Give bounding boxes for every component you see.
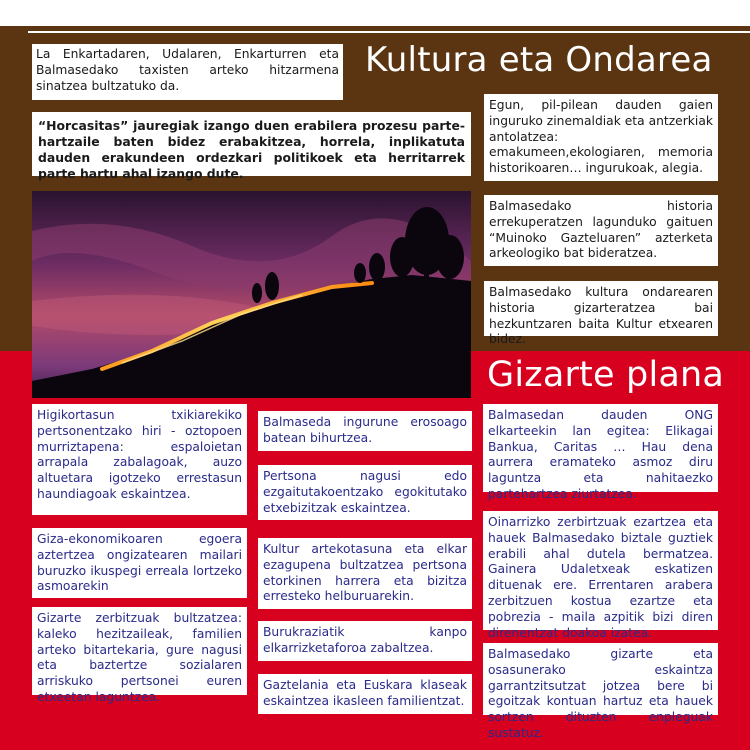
social-col3-item-3 (483, 643, 718, 740)
culture-intro-text: La Enkartadaren, Udalaren, Enkarturren eta Balmasedako taxisten arteko hitzarmena sinatzea bultzatuko da. (36, 47, 339, 93)
top-white-strip (0, 0, 750, 26)
social-col2-item-3 (258, 538, 472, 609)
culture-item-2-text: Balmasedako historia errekuperatzen lagunduko gaituen “Muinoko Gazteluaren” azterketa arkeologiko bat bideratzea. (489, 199, 713, 261)
social-col2-item-3-text: Kultur artekotasuna eta elkar ezagupena bultzatzea pertsona etorkinen harrera eta bizitza erresteko helburuarekin. (263, 542, 467, 604)
culture-title: Kultura eta Ondarea (365, 40, 713, 80)
top-divider (28, 31, 750, 33)
social-title: Gizarte plana (487, 355, 725, 395)
culture-highlight-box (32, 112, 471, 181)
social-col1-item-3 (32, 607, 247, 704)
social-col1-item-2 (32, 528, 247, 598)
social-col1-item-2-text: Giza-ekonomikoaren egoera aztertzea ongizatearen mailari buruzko ikuspegi erreala lortzeko asmoarekin (37, 532, 242, 594)
social-col2-item-4-text: Burukraziatik kanpo elkarrizketaforoa zabaltzea. (263, 625, 467, 655)
social-col1-item-3-text: Gizarte zerbitzuak bultzatzea: kaleko hezitzaileak, familien arteko bitartekaria, gure nagusi eta baztertze sozialaren arriskuko pertsonei euren etxeetan laguntzea. (37, 611, 242, 704)
social-col1-item-1-text: Higikortasun txikiarekiko pertsonentzako hiri - oztopoen murriztapena: espaloietan arrapala zabalagoak, auzo altuetara igotzeko errestasun haundiagoak eskaintzea. (37, 408, 242, 501)
social-col3-item-1-text: Balmasedan dauden ONG elkarteekin lan egitea: Elikagai Bankua, Caritas … Hau dena aurrera eramateko asmoz diru laguntza eta nahitaezko partehartzea ziurtatzea. (488, 408, 713, 501)
social-col3-item-3-text: Balmasedako gizarte eta osasunerako eskaintza garrantzitsutzat jotzea bere bi egoitzak kontuan hartuz eta hauek sortzen dituzten enpleguak sustatuz. (488, 647, 713, 740)
social-col1-item-1 (32, 404, 247, 515)
culture-item-3 (484, 281, 718, 347)
social-col2-item-4 (258, 621, 472, 661)
culture-intro-box (32, 44, 343, 100)
social-col2-item-1 (258, 411, 472, 451)
culture-item-1-text: Egun, pil-pilean dauden gaien inguruko zinemaldiak eta antzerkiak antolatzea: emakumeen,ekologiaren, memoria historikoaren… ingurukoak, alegia. (489, 98, 713, 176)
social-col3-item-2 (483, 511, 718, 640)
social-col2-item-2 (258, 465, 472, 520)
culture-highlight-text: “Horcasitas” jauregiak izango duen erabilera prozesu parte-hartzaile baten bidez erabakitzea, horrela, inplikatuta dauden erakundeen ordezkari politikoek eta herritarrek parte hartu ahal izango dute. (38, 118, 465, 181)
hillside-fire-photo (32, 191, 471, 398)
culture-item-1 (484, 94, 718, 181)
social-col2-item-5-text: Gaztelania eta Euskara klaseak eskaintzea ikasleen familientzat. (263, 678, 467, 708)
social-col2-item-1-text: Balmaseda ingurune erosoago batean bihurtzea. (263, 415, 467, 445)
social-col2-item-2-text: Pertsona nagusi edo ezgaitutakoentzako egokitutako etxebizitzak eskaintzea. (263, 469, 467, 515)
hillside-fire-landscape-icon (32, 191, 471, 398)
social-col3-item-1 (483, 404, 718, 501)
social-col2-item-5 (258, 674, 472, 714)
culture-item-3-text: Balmasedako kultura ondarearen historia gizarteratzea bai hezkuntzaren baita Kultur etxearen bidez. (489, 285, 713, 347)
social-col3-item-2-text: Oinarrizko zerbirtzuak ezartzea eta hauek Balmasedako biztale guztiek erabili ahal dutela bermatzea. Gainera Udaletxeak eskatizen dituenak ere. Errentaren arabera zerbitzuen kostua ezartze eta pobrezia - maila azpitik bizi diren direnentzat doakoa izatea. (488, 515, 713, 640)
culture-item-2 (484, 195, 718, 266)
